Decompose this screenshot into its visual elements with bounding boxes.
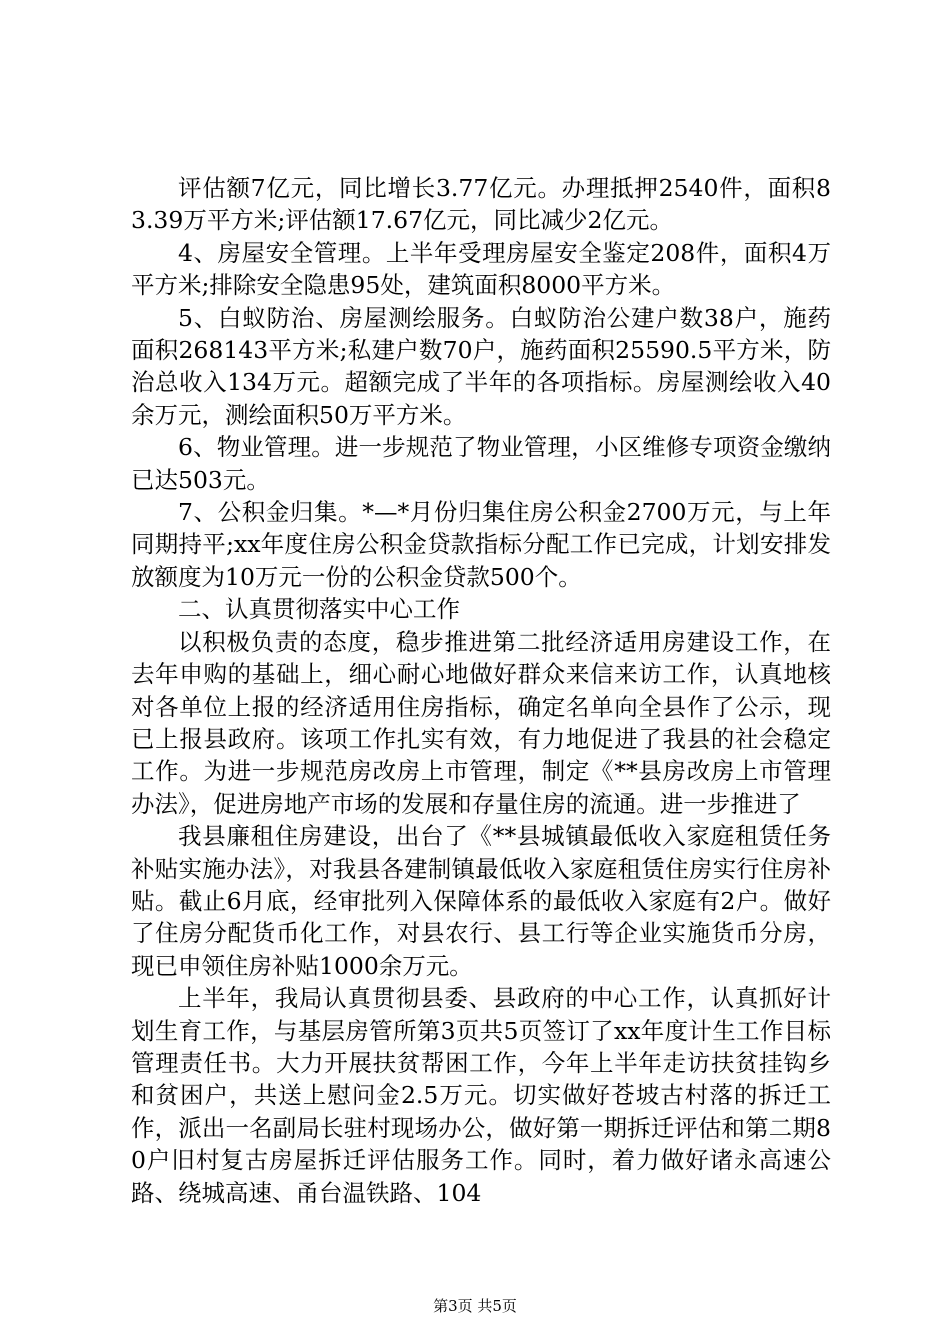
paragraph-low-rent-housing: 我县廉租住房建设，出台了《**县城镇最低收入家庭租赁任务补贴实施办法》，对我县各建制镇最低收入家庭租赁住房实行住房补贴。截止6月底，经审批列入保障体系的最低收入家庭有2户。做好了住房分配货币化工作，对县农行、县工行等企业实施货币分房，现已申领住房补贴1000余万元。 — [131, 822, 831, 980]
paragraph-provident-fund: 7、公积金归集。*—*月份归集住房公积金2700万元，与上年同期持平;xx年度住房公积金贷款指标分配工作已完成，计划安排发放额度为10万元一份的公积金贷款500个。 — [131, 498, 831, 591]
paragraph-property-management: 6、物业管理。进一步规范了物业管理，小区维修专项资金缴纳已达503元。 — [131, 433, 831, 494]
paragraph-appraisal-mortgage: 评估额7亿元，同比增长3.77亿元。办理抵押2540件，面积83.39万平方米;评估额17.67亿元，同比减少2亿元。 — [131, 174, 831, 235]
paragraph-first-half-work: 上半年，我局认真贯彻县委、县政府的中心工作，认真抓好计划生育工作，与基层房管所第3页共5页签订了xx年度计生工作目标管理责任书。大力开展扶贫帮困工作，今年上半年走访扶贫挂钩乡和贫困户，共送上慰问金2.5万元。切实做好苍坡古村落的拆迁工作，派出一名副局长驻村现场办公，做好第一期拆迁评估和第二期80户旧村复古房屋拆迁评估服务工作。同时，着力做好诸永高速公路、绕城高速、甬台温铁路、104 — [131, 984, 831, 1207]
section-heading-central-work: 二、认真贯彻落实中心工作 — [178, 595, 460, 624]
document-body — [131, 172, 831, 1209]
paragraph-termite-survey: 5、白蚁防治、房屋测绘服务。白蚁防治公建户数38户，施药面积268143平方米;私建户数70户，施药面积25590.5平方米，防治总收入134万元。超额完成了半年的各项指标。房屋测绘收入40余万元，测绘面积50万平方米。 — [131, 303, 831, 429]
paragraph-affordable-housing: 以积极负责的态度，稳步推进第二批经济适用房建设工作，在去年申购的基础上，细心耐心地做好群众来信来访工作，认真地核对各单位上报的经济适用住房指标，确定名单向全县作了公示，现已上报县政府。该项工作扎实有效，有力地促进了我县的社会稳定工作。为进一步规范房改房上市管理，制定《**县房改房上市管理办法》，促进房地产市场的发展和存量住房的流通。进一步推进了 — [131, 627, 831, 818]
paragraph-housing-safety: 4、房屋安全管理。上半年受理房屋安全鉴定208件，面积4万平方米;排除安全隐患95处，建筑面积8000平方米。 — [131, 238, 831, 300]
page-footer: 第3页 共5页 — [433, 1297, 517, 1315]
